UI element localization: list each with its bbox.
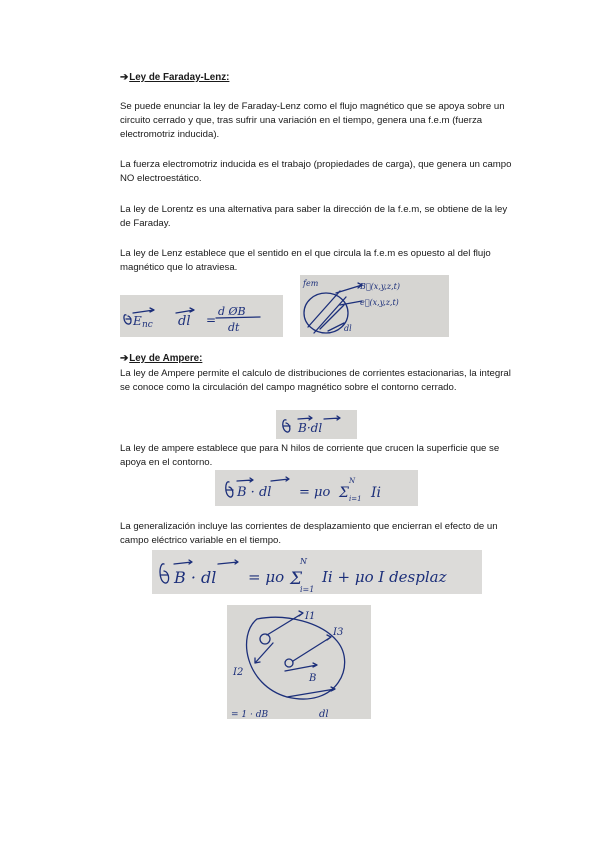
svg-text:dt: dt [228, 321, 240, 334]
faraday-formula-photo [120, 295, 283, 337]
svg-text:= μo: = μo [248, 568, 285, 586]
ampere-paragraph-1: La ley de Ampere permite el calculo de distribuciones de corrientes estacionarias, la integral se conoce como la circulación del campo magnético sobre el contorno cerrado. [120, 368, 511, 393]
svg-text:i=1: i=1 [300, 585, 315, 594]
svg-text:=: = [206, 313, 217, 327]
svg-text:Σ: Σ [339, 485, 349, 501]
svg-text:= μo: = μo [299, 485, 331, 500]
ampere-circulation-photo [276, 410, 357, 439]
svg-text:dl: dl [344, 324, 352, 333]
svg-text:i=1: i=1 [349, 495, 362, 503]
ampere-paragraph-3: La generalización incluye las corrientes de desplazamiento que encierran el efecto de un campo eléctrico variable en el tiempo. [120, 521, 498, 546]
ampere-heading: ➔Ley de Ampere: [120, 353, 203, 364]
svg-text:I1: I1 [305, 611, 316, 622]
ampere-law-photo [215, 470, 418, 506]
svg-text:nc: nc [142, 320, 153, 330]
right-arrow-icon: ➔ [120, 353, 129, 364]
svg-text:N: N [349, 477, 356, 485]
faraday-heading: ➔Ley de Faraday-Lenz: [120, 72, 230, 83]
ampere-general-photo [152, 550, 482, 594]
svg-text:e⃗(x,y,z,t): e⃗(x,y,z,t) [360, 298, 399, 307]
svg-text:I2: I2 [233, 667, 244, 678]
svg-text:N: N [300, 557, 307, 566]
svg-text:Ii: Ii [371, 485, 382, 501]
ampere-sketch-photo [227, 605, 371, 719]
svg-text:B · dl: B · dl [237, 485, 272, 500]
svg-text:= 1 · dB: = 1 · dB [231, 710, 269, 719]
ampere-paragraph-2: La ley de ampere establece que para N hilos de corriente que crucen la superficie que se apoya en el contorno. [120, 443, 500, 468]
svg-text:Σ: Σ [290, 569, 303, 589]
svg-text:B · dl: B · dl [174, 568, 217, 587]
svg-text:E: E [133, 314, 142, 328]
svg-text:dl: dl [319, 709, 329, 719]
faraday-paragraph-1: Se puede enunciar la ley de Faraday-Lenz como el flujo magnético que se apoya sobre un circuito cerrado y que, tras sufrir una variación en el tiempo, genera una f.e.m (fuerza electromotriz inducida). [120, 101, 505, 140]
faraday-sketch-photo [300, 275, 449, 337]
svg-text:d ØB: d ØB [218, 305, 246, 318]
svg-text:I3: I3 [333, 627, 344, 638]
faraday-paragraph-2: La fuerza electromotriz inducida es el trabajo (propiedades de carga), que genera un campo NO electroestático. [120, 159, 512, 184]
svg-text:fem: fem [303, 279, 319, 288]
faraday-paragraph-3: La ley de Lorentz es una alternativa para saber la dirección de la f.e.m, se obtiene de la ley de Faraday. [120, 204, 508, 229]
svg-text:B⃗(x,y,z,t): B⃗(x,y,z,t) [360, 282, 400, 291]
svg-text:Ii + μo I desplaz: Ii + μo I desplaz [322, 568, 447, 586]
svg-text:B: B [309, 673, 317, 684]
right-arrow-icon: ➔ [120, 72, 129, 83]
svg-text:dl: dl [178, 314, 191, 329]
faraday-paragraph-4: La ley de Lenz establece que el sentido en el que circula la f.e.m es opuesto al del flujo magnético que lo atraviesa. [120, 248, 491, 273]
svg-text:B·dl: B·dl [298, 421, 323, 435]
